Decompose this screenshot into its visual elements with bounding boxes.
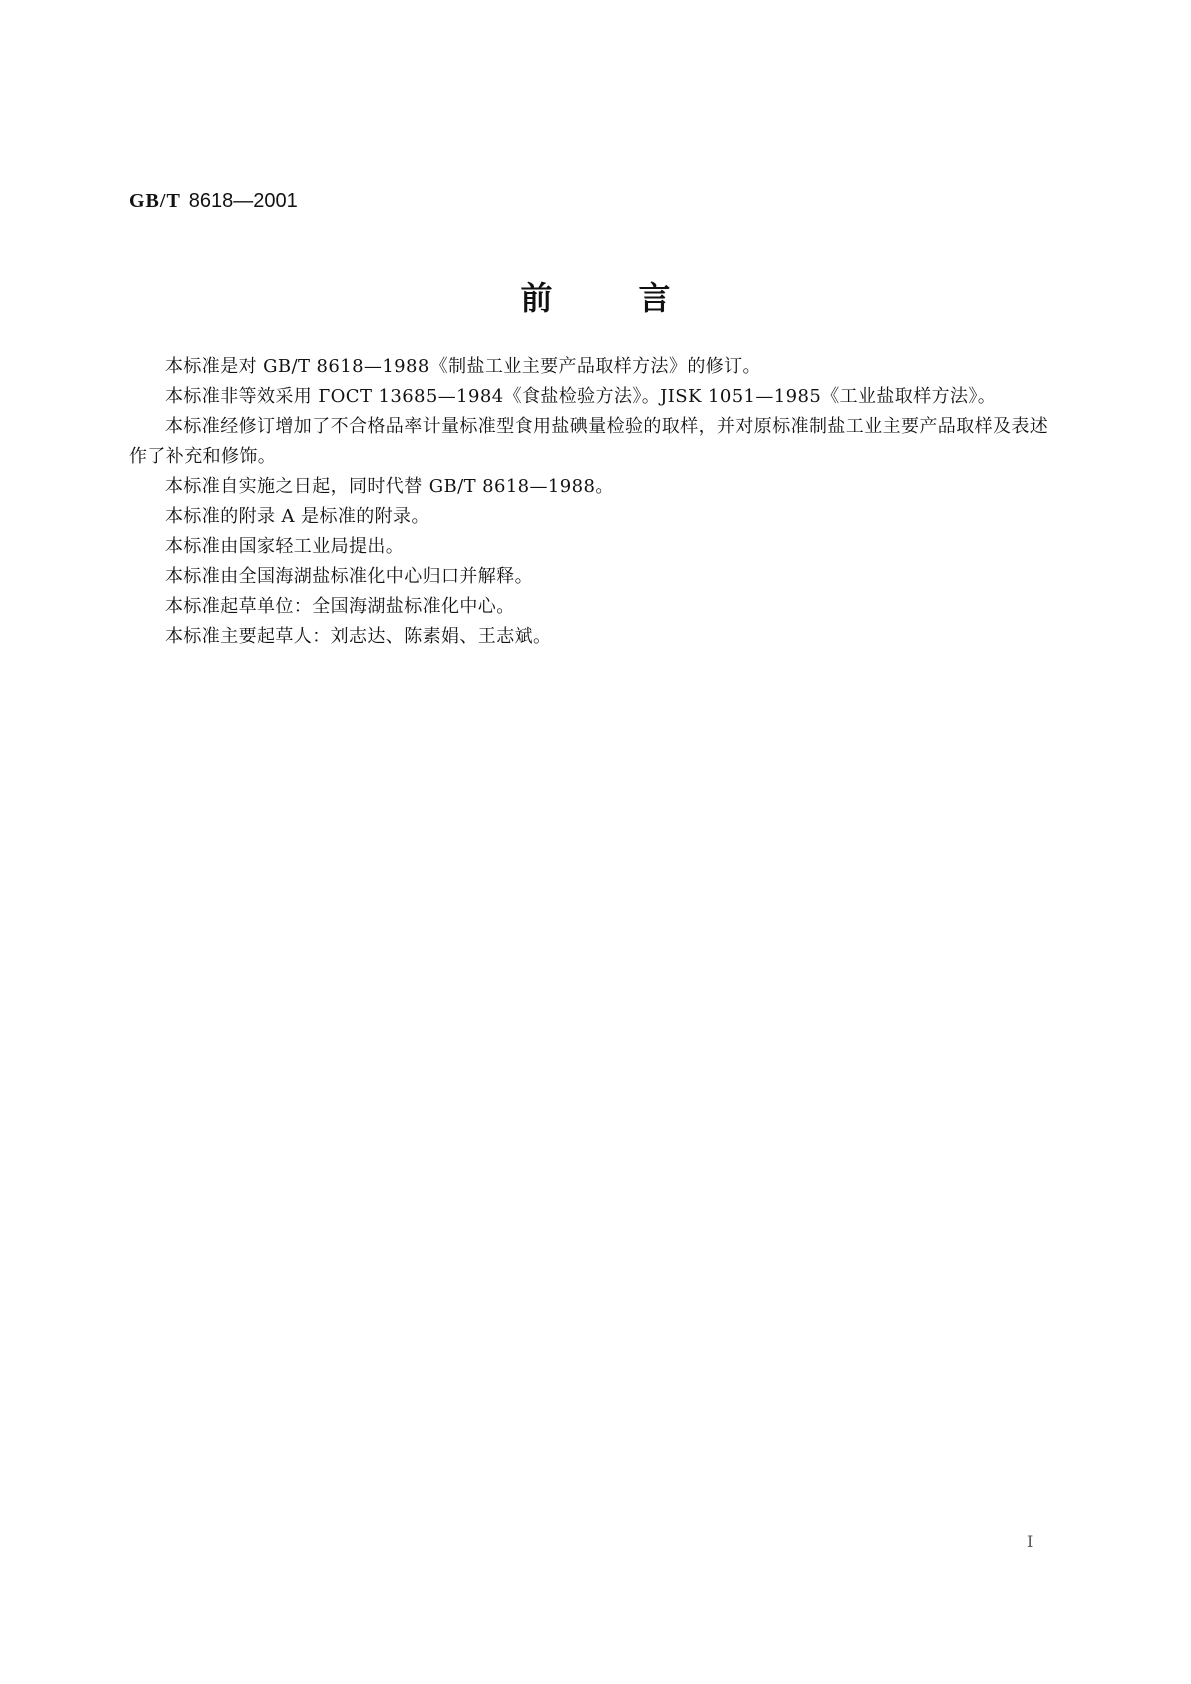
paragraph-drafting-unit: 本标准起草单位：全国海湖盐标准化中心。 <box>165 596 515 617</box>
paragraph-revision: 本标准是对 GB/T 8618—1988《制盐工业主要产品取样方法》的修订。 <box>165 356 761 377</box>
paragraph-administration: 本标准由全国海湖盐标准化中心归口并解释。 <box>165 566 533 587</box>
paragraph-adoption: 本标准非等效采用 ГОСТ 13685—1984《食盐检验方法》。JISK 1051—1985《工业盐取样方法》。 <box>165 386 997 407</box>
paragraph-changes: 本标准经修订增加了不合格品率计量标准型食用盐碘量检验的取样，并对原标准制盐工业主要产品取样及表述作了补充和修饰。 <box>129 416 1049 467</box>
page-title: 前言 <box>520 279 757 317</box>
foreword-body <box>129 352 1059 652</box>
standard-code <box>129 186 298 215</box>
paragraph-proposer: 本标准由国家轻工业局提出。 <box>165 536 405 557</box>
standard-number: 8618—2001 <box>188 190 298 212</box>
paragraph-replacement: 本标准自实施之日起，同时代替 GB/T 8618—1988。 <box>165 476 614 497</box>
paragraph-drafters: 本标准主要起草人：刘志达、陈素娟、王志斌。 <box>165 626 552 647</box>
standard-prefix: GB/T <box>129 190 181 212</box>
paragraph-appendix: 本标准的附录 A 是标准的附录。 <box>165 506 430 527</box>
page-number: I <box>1027 1532 1034 1551</box>
